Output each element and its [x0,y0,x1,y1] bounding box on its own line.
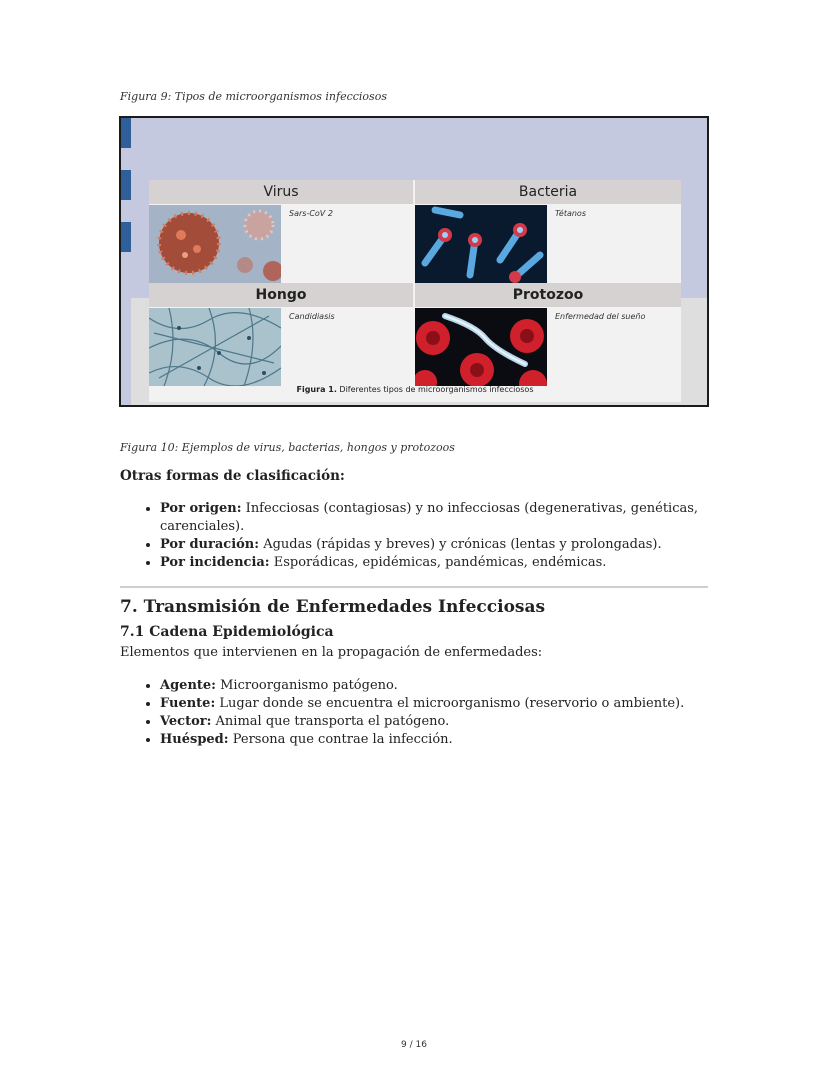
epidemiological-chain-list [140,677,720,749]
cell-title-hongo: Hongo [149,283,413,307]
cell-label-protozoo: Enfermedad del sueño [555,312,646,321]
list-item: • Huésped: Persona que contrae la infección. [160,731,720,749]
figure-inner-caption: Figura 1. Diferentes tipos de microorganismos infecciosos [296,385,534,394]
figure-9-caption: Figura 9: Tipos de microorganismos infecciosos [120,90,387,103]
list-item: • Por origen: Infecciosas (contagiosas) y no infecciosas (degenerativas, genéticas, carenciales). [160,500,720,536]
divider [120,586,708,588]
fungus-image [149,308,281,386]
figure-panel [149,180,681,402]
list-item: • Por duración: Agudas (rápidas y breves) y crónicas (lentas y prolongadas). [160,536,720,554]
subsection-title: 7.1 Cadena Epidemiológica [120,624,334,640]
virus-image [149,205,281,283]
list-item: • Por incidencia: Esporádicas, epidémicas, pandémicas, endémicas. [160,554,720,572]
list-item: • Agente: Microorganismo patógeno. [160,677,720,695]
cell-label-virus: Sars-CoV 2 [289,209,333,218]
cell-title-bacteria: Bacteria [415,180,681,204]
section-title: 7. Transmisión de Enfermedades Infecciosas [120,597,546,617]
figure-sidebar [121,118,131,405]
cell-title-protozoo: Protozoo [415,283,681,307]
classification-list [140,500,720,572]
classification-heading: Otras formas de clasificación: [120,468,345,484]
microorganisms-figure [119,116,709,407]
list-item: • Vector: Animal que transporta el patógeno. [160,713,720,731]
cell-label-bacteria: Tétanos [555,209,586,218]
bacteria-image [415,205,547,283]
cell-label-hongo: Candidiasis [289,312,335,321]
figure-10-caption: Figura 10: Ejemplos de virus, bacterias, hongos y protozoos [120,441,455,454]
list-item: • Fuente: Lugar donde se encuentra el microorganismo (reservorio o ambiente). [160,695,720,713]
section-intro: Elementos que intervienen en la propagación de enfermedades: [120,645,543,660]
page-number: 9 / 16 [401,1040,427,1050]
protozoa-image [415,308,547,386]
cell-title-virus: Virus [149,180,413,204]
